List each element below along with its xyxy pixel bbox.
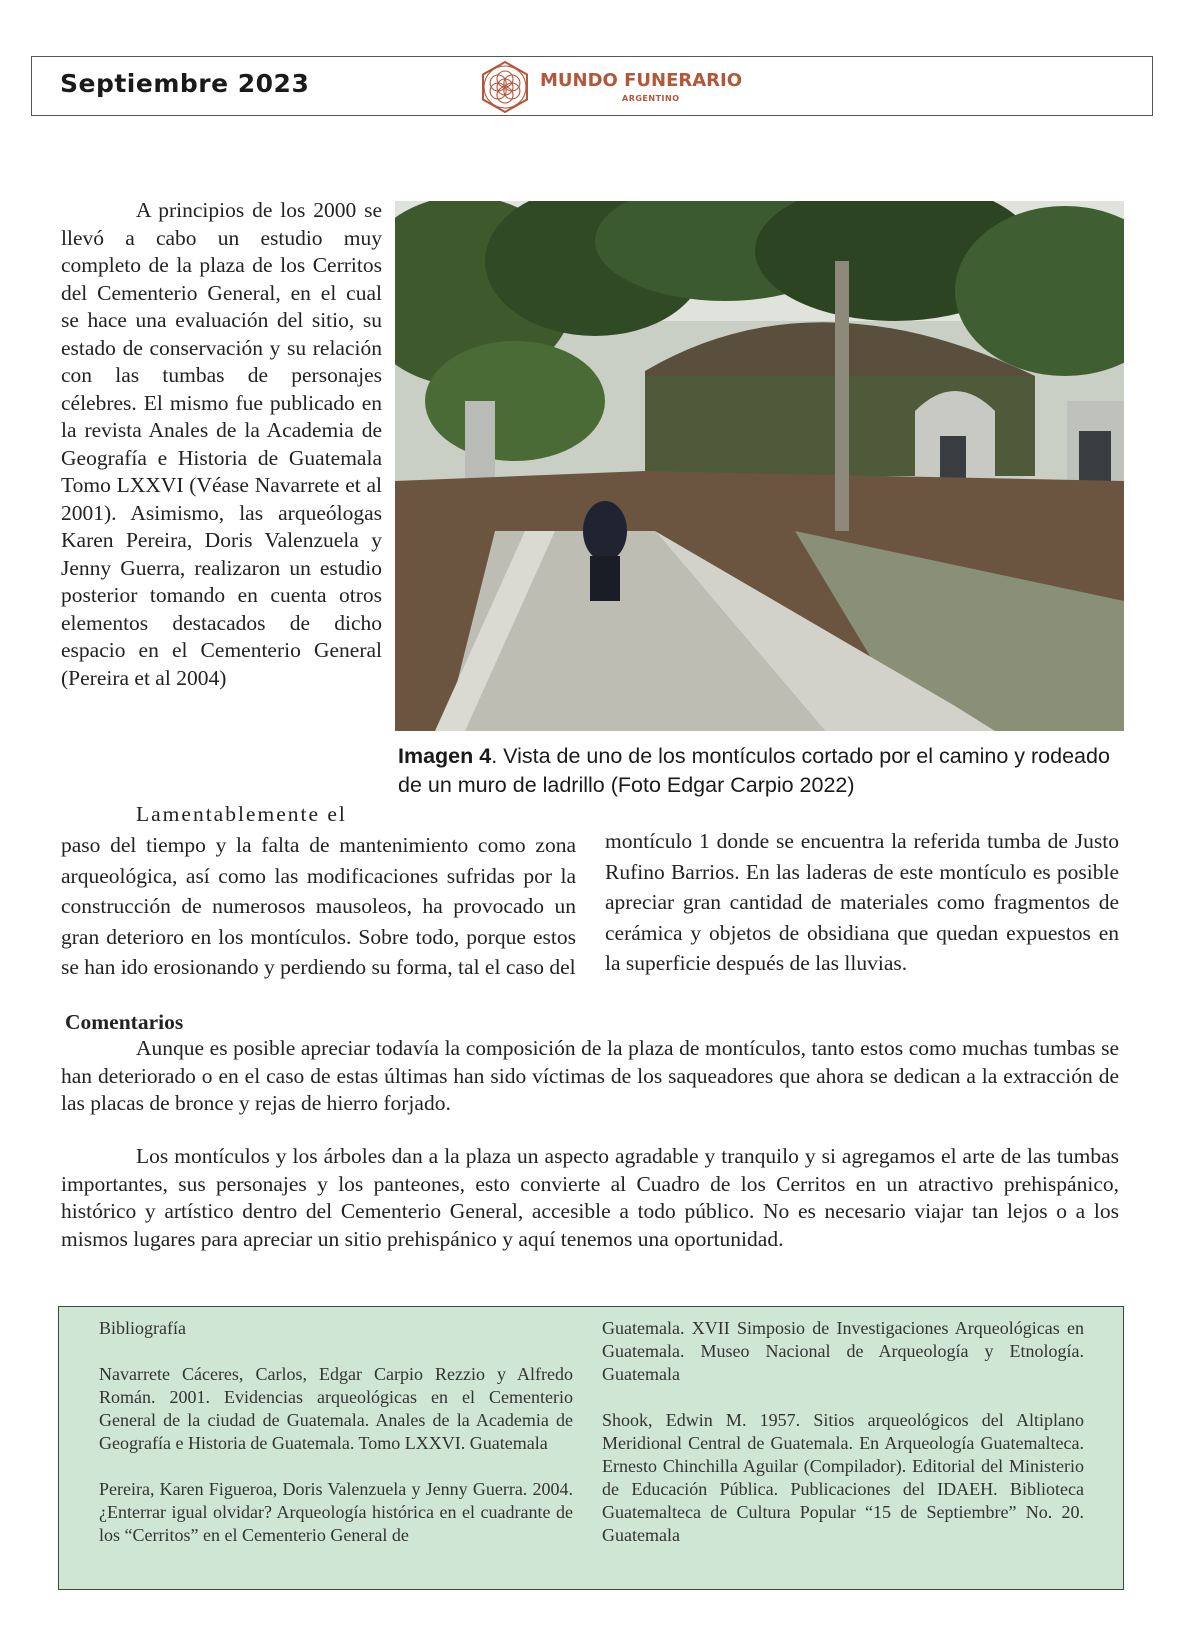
bibliography-title: Bibliografía [99, 1318, 186, 1338]
bibliography-box [58, 1306, 1124, 1590]
bibliography-entry-shook: Shook, Edwin M. 1957. Sitios arqueológicos del Altiplano Meridional Central de Guatemala. En Arqueología Guatemalteca. Ernesto Chinchilla Aguilar (Compilador). Editorial del Ministerio de Educación Pública. Publicaciones del IDAEH. Biblioteca Guatemalteca de Cultura Popular “15 de Septiembre” No. 20. Guatemala [602, 1410, 1084, 1545]
paragraph-3: Aunque es posible apreciar todavía la composición de la plaza de montículos, tanto estos como muchas tumbas se han deteriorado o en el caso de estas últimas han sido víctimas de los saqueadores que ahora se dedican a la extracción de las placas de bronce y rejas de hierro forjado. [61, 1036, 1119, 1115]
photo-caption [398, 742, 1128, 800]
paragraph-4: Los montículos y los árboles dan a la plaza un aspecto agradable y tranquilo y si agregamos el arte de las tumbas importantes, sus personajes y los panteones, esto convierte al Cuadro de los Cerritos en un atractivo prehispánico, histórico y artístico dentro del Cementerio General, accesible a todo público. No es necesario viajar tan lejos o a los mismos lugares para apreciar un sitio prehispánico y aquí tenemos una oportunidad. [61, 1144, 1119, 1251]
bibliography-entry-pereira: Pereira, Karen Figueroa, Doris Valenzuela y Jenny Guerra. 2004. ¿Enterrar igual olvidar? Arqueología histórica en el cuadrante de los “Cerritos” en el Cementerio General de [99, 1479, 573, 1545]
paragraph-2-right: montículo 1 donde se encuentra la referida tumba de Justo Rufino Barrios. En las laderas de este montículo es posible apreciar gran cantidad de materiales como fragmentos de cerámica y objetos de obsidiana que quedan expuestos en la superficie después de las lluvias. [605, 829, 1119, 975]
caption-label: Imagen 4 [398, 744, 492, 768]
bibliography-entry-navarrete: Navarrete Cáceres, Carlos, Edgar Carpio Rezzio y Alfredo Román. 2001. Evidencias arqueológicas en el Cementerio General de la ciudad de Guatemala. Anales de la Academia de Geografía e Historia de Guatemala. Tomo LXXVI. Guatemala [99, 1364, 573, 1453]
paragraph-2-left: paso del tiempo y la falta de mantenimiento como zona arqueológica, así como las modificaciones sufridas por la construcción de numerosos mausoleos, ha provocado un gran deterioro en los montículos. Sobre todo, porque estos se han ido erosionando y perdiendo su forma, tal el caso del [61, 833, 576, 979]
section-title-comentarios: Comentarios [65, 1010, 184, 1034]
caption-text: . Vista de uno de los montículos cortado por el camino y rodeado de un muro de ladrillo (Foto Edgar Carpio 2022) [398, 744, 1110, 797]
bibliography-right-column [602, 1317, 1084, 1570]
page-header [31, 56, 1153, 116]
paragraph-2-start: Lamentablemente el [136, 802, 347, 826]
paragraph-1: A principios de los 2000 se llevó a cabo un estudio muy completo de la plaza de los Cerritos del Cementerio General, en el cual se hace una evaluación del sitio, su estado de conservación y su relación con las tumbas de personajes célebres. El mismo fue publicado en la revista Anales de la Academia de Geografía e Historia de Guatemala Tomo LXXVI (Véase Navarrete et al 2001). Asimismo, las arqueólogas Karen Pereira, Doris Valenzuela y Jenny Guerra, realizaron un estudio posterior tomando en cuenta otros elementos destacados de dicho espacio en el Cementerio General (Pereira et al 2004) [61, 198, 382, 690]
issue-date: Septiembre 2023 [60, 69, 310, 98]
bibliography-entry-pereira-cont: Guatemala. XVII Simposio de Investigaciones Arqueológicas en Guatemala. Museo Nacional de Arqueología y Etnología. Guatemala [602, 1318, 1084, 1384]
flower-of-life-logo-icon [478, 60, 532, 114]
logo-subtitle: ARGENTINO [622, 94, 680, 103]
bibliography-left-column [99, 1317, 573, 1570]
logo-name: MUNDO FUNERARIO [540, 70, 743, 91]
cemetery-mound-photo [395, 201, 1124, 731]
